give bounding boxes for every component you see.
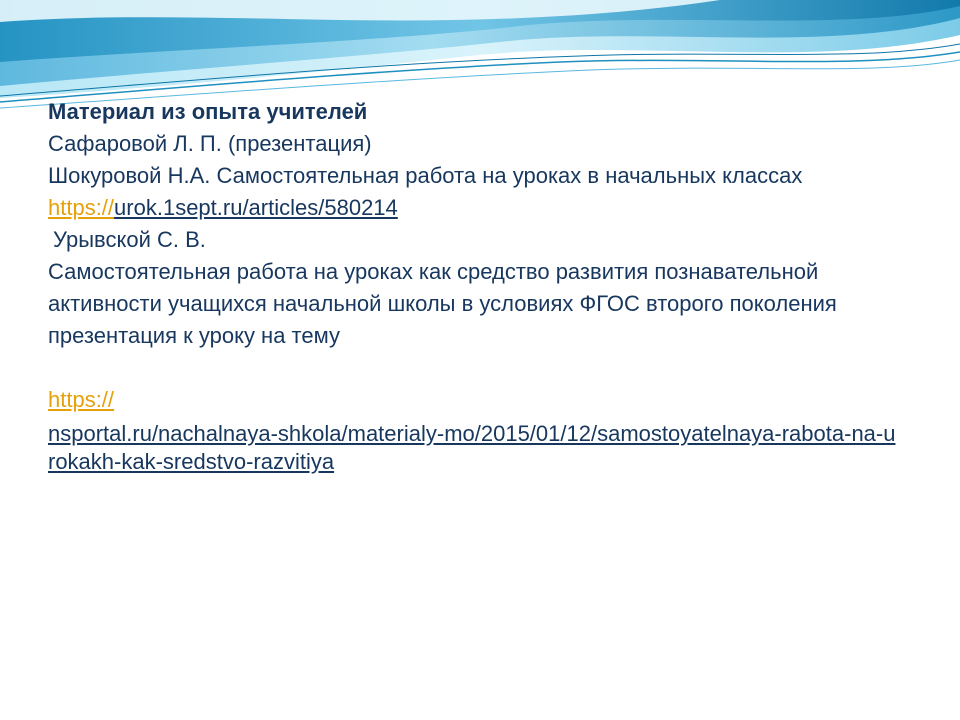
link-nsportal-prefix: https:// (48, 387, 115, 412)
presentation-title: Самостоятельная работа на уроках как средство развития познавательной активности учащихся начальной школы в условиях ФГОС второго поколения (48, 259, 837, 316)
teacher-safarova: Сафаровой Л. П. (презентация) (48, 131, 372, 156)
slide-content (48, 96, 908, 476)
link-nsportal[interactable] (48, 384, 908, 476)
link-urok-rest: urok.1sept.ru/articles/580214 (114, 195, 398, 220)
spacer (48, 352, 908, 384)
teacher-shokurova: Шокуровой Н.А. Самостоятельная работа на уроках в начальных классах (48, 163, 803, 188)
presentation-topic: презентация к уроку на тему (48, 323, 340, 348)
teacher-uryvskaya: Урывской С. В. (53, 227, 206, 252)
link-urok[interactable] (48, 192, 908, 224)
link-urok-prefix: https:// (48, 195, 115, 220)
link-nsportal-rest: nsportal.ru/nachalnaya-shkola/materialy-mo/2015/01/12/samostoyatelnaya-rabota-na-urokakh-kak-sredstvo-razvitiya (48, 421, 896, 474)
slide-heading: Материал из опыта учителей (48, 99, 368, 124)
